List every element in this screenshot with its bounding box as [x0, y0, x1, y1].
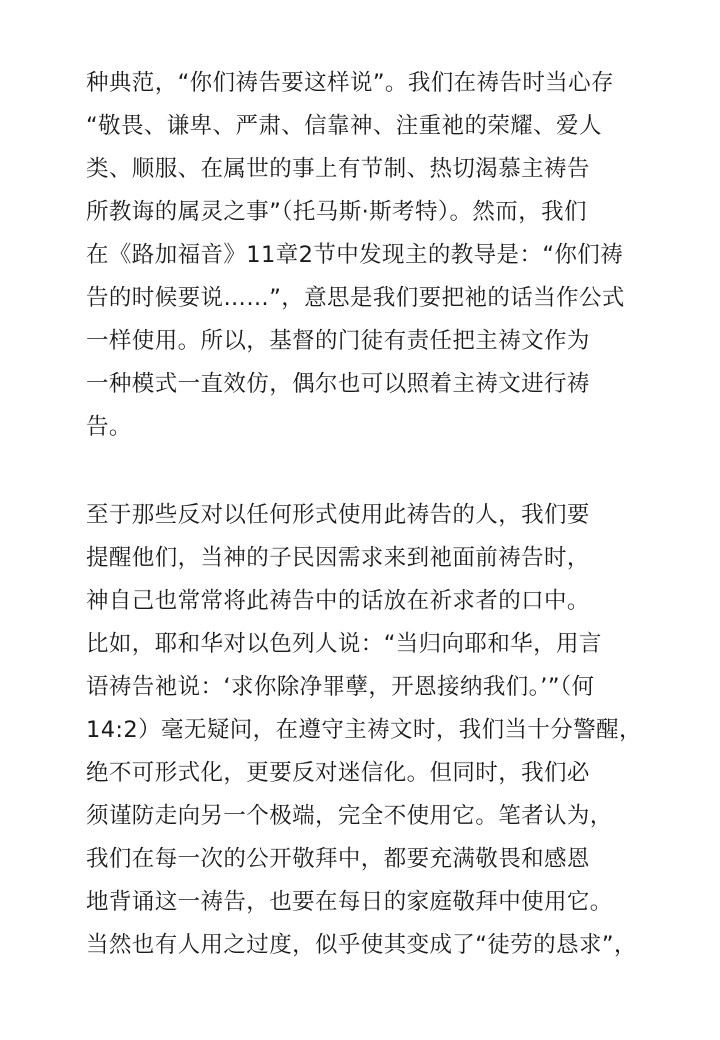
text-line: 比如，耶和华对以色列人说：“当归向耶和华，用言 — [86, 631, 602, 657]
text-line: 所教诲的属灵之事”（托马斯·斯考特）。然而，我们 — [86, 199, 587, 225]
paragraph-2 — [86, 494, 686, 967]
text-line: 至于那些反对以任何形式使用此祷告的人，我们要 — [86, 502, 590, 528]
text-line: 一样使用。所以，基督的门徒有责任把主祷文作为 — [86, 328, 590, 354]
text-line: 我们在每一次的公开敬拜中，都要充满敬畏和感恩 — [86, 846, 590, 872]
text-line: 在《路加福音》11章2节中发现主的教导是：“你们祷 — [86, 242, 624, 268]
text-line: 14:2）毫无疑问，在遵守主祷文时，我们当十分警醒， — [86, 717, 642, 743]
text-line: 语祷告祂说：‘求你除净罪孽，开恩接纳我们。’”（何 — [86, 674, 595, 700]
text-line: 一种模式一直效仿，偶尔也可以照着主祷文进行祷 — [86, 371, 590, 397]
text-line: 告的时候要说……”，意思是我们要把祂的话当作公式 — [86, 285, 625, 311]
text-line: 种典范，“你们祷告要这样说”。我们在祷告时当心存 — [86, 70, 614, 96]
paragraph-1 — [86, 62, 686, 449]
text-line: 须谨防走向另一个极端，完全不使用它。笔者认为， — [86, 803, 613, 829]
text-line: “敬畏、谦卑、严肃、信靠神、注重祂的荣耀、爱人 — [86, 113, 602, 139]
text-line: 绝不可形式化，更要反对迷信化。但同时，我们必 — [86, 760, 590, 786]
text-line: 当然也有人用之过度，似乎使其变成了“徒劳的恳求”， — [86, 932, 637, 958]
text-line: 地背诵这一祷告，也要在每日的家庭敬拜中使用它。 — [86, 889, 613, 915]
text-line: 神自己也常常将此祷告中的话放在祈求者的口中。 — [86, 588, 590, 614]
text-line: 类、顺服、在属世的事上有节制、热切渴慕主祷告 — [86, 156, 590, 182]
text-line: 告。 — [86, 414, 132, 440]
text-line: 提醒他们，当神的子民因需求来到祂面前祷告时， — [86, 545, 590, 571]
